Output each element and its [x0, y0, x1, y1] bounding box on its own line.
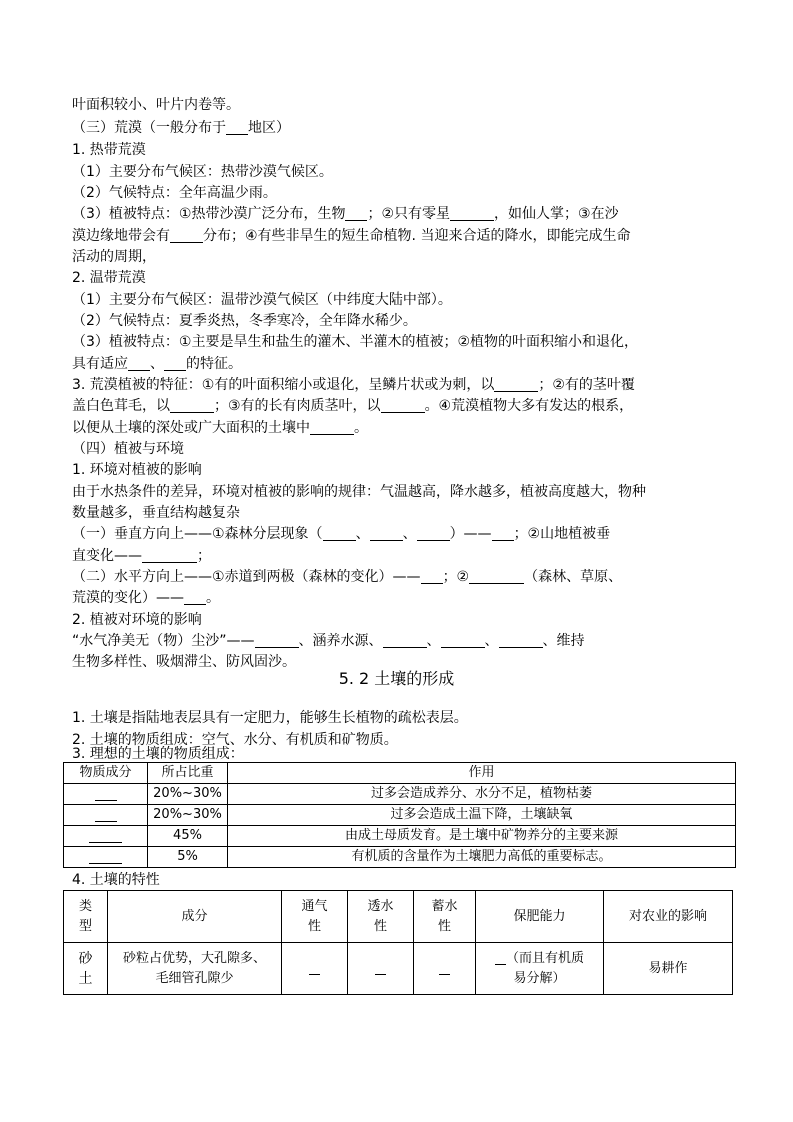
text-line: 2. 植被对环境的影响: [72, 612, 202, 628]
text-line: 荒漠的变化）—— 。: [72, 590, 220, 606]
col-header-type: 类型: [64, 891, 108, 943]
fill-in-blank: [184, 588, 206, 605]
fill-in-blank: [142, 546, 197, 563]
text-line: （1）主要分布气候区：热带沙漠气候区。: [72, 164, 333, 180]
text-line: （四）植被与环境: [72, 441, 184, 457]
soil-properties-table: [63, 890, 733, 995]
fill-in-blank: [89, 826, 122, 843]
fill-in-blank: [421, 567, 443, 584]
function-cell: 由成土母质发育。是土壤中矿物养分的主要来源: [228, 826, 736, 847]
col-header-proportion: 所占比重: [148, 763, 228, 784]
function-cell: 过多会造成养分、水分不足，植物枯萎: [228, 784, 736, 805]
col-header-aeration: 通气性: [282, 891, 348, 943]
soil-composition-table: [63, 762, 736, 868]
text-line: 由于水热条件的差异，环境对植被的影响的规律：气温越高，降水越多，植被高度越大，物种: [72, 484, 646, 500]
fill-in-blank: [499, 631, 543, 648]
aeration-cell: [282, 943, 348, 995]
fill-in-blank: [89, 847, 122, 864]
col-header-impact: 对农业的影响: [604, 891, 733, 943]
text-line: 1. 土壤是指陆地表层具有一定肥力，能够生长植物的疏松表层。: [72, 710, 468, 726]
col-header-material: 物质成分: [64, 763, 148, 784]
text-line: 3. 理想的土壤的物质组成：: [72, 746, 244, 762]
fill-in-blank: [170, 396, 214, 413]
material-cell: [64, 847, 148, 868]
col-header-fertility: 保肥能力: [476, 891, 604, 943]
text-line: 具有适应 、 的特征。: [72, 356, 242, 372]
text-line: （一）垂直方向上——①森林分层现象（ 、 、 ）—— ；②山地植被垂: [72, 526, 611, 542]
fill-in-blank: [417, 524, 450, 541]
fill-in-blank: [441, 631, 485, 648]
text-line: 活动的周期，: [72, 249, 156, 265]
text-line: 数量越多，垂直结构越复杂: [72, 505, 240, 521]
table-row: [64, 826, 736, 847]
fill-in-blank: [255, 631, 299, 648]
text-line: 生物多样性、吸烟滞尘、防风固沙。: [72, 654, 296, 670]
fill-in-blank: [370, 524, 403, 541]
fill-in-blank: [128, 354, 150, 371]
table-row: [64, 943, 733, 995]
text-line: 1. 环境对植被的影响: [72, 462, 202, 478]
fill-in-blank: [345, 204, 367, 221]
fill-in-blank: [469, 567, 524, 584]
fertility-cell: （而且有机质易分解）: [476, 943, 604, 995]
text-line: 直变化—— ；: [72, 548, 211, 564]
material-cell: [64, 805, 148, 826]
permeability-cell: [348, 943, 414, 995]
text-line: “水气净美无（物）尘沙”—— 、涵养水源、 、 、 、维持: [72, 633, 585, 649]
text-line: 2. 温带荒漠: [72, 270, 146, 286]
text-line: 2. 土壤的物质组成：空气、水分、有机质和矿物质。: [72, 732, 398, 748]
table-row: [64, 847, 736, 868]
fill-in-blank: [95, 784, 117, 801]
table-header-row: [64, 763, 736, 784]
text-line: （三）荒漠（一般分布于 地区）: [72, 120, 290, 136]
proportion-cell: 45%: [148, 826, 228, 847]
text-line: 3. 荒漠植被的特征：①有的叶面积缩小或退化，呈鳞片状或为刺，以 ；②有的茎叶覆: [72, 377, 635, 393]
function-cell: 过多会造成土温下降，土壤缺氧: [228, 805, 736, 826]
fill-in-blank: [170, 226, 203, 243]
fill-in-blank: [375, 958, 386, 975]
fill-in-blank: [494, 375, 538, 392]
fill-in-blank: [310, 418, 354, 435]
table-row: [64, 805, 736, 826]
fill-in-blank: [383, 631, 427, 648]
col-header-retention: 蓄水性: [414, 891, 476, 943]
fill-in-blank: [381, 396, 425, 413]
text-line: 叶面积较小、叶片内卷等。: [72, 97, 240, 113]
text-line: 漠边缘地带会有 分布；④有些非旱生的短生命植物. 当迎来合适的降水，即能完成生命: [72, 228, 631, 244]
text-line: 4. 土壤的特性: [72, 872, 160, 888]
section-title: 5. 2 土壤的形成: [338, 669, 455, 688]
text-line: （3）植被特点：①热带沙漠广泛分布，生物 ；②只有零星 ，如仙人掌；③在沙: [72, 206, 619, 222]
text-line: （2）气候特点：夏季炎热，冬季寒冷，全年降水稀少。: [72, 313, 417, 329]
fill-in-blank: [492, 524, 514, 541]
table-row: [64, 784, 736, 805]
col-header-composition: 成分: [108, 891, 282, 943]
col-header-permeability: 透水性: [348, 891, 414, 943]
composition-cell: 砂粒占优势，大孔隙多、毛细管孔隙少: [108, 943, 282, 995]
col-header-function: 作用: [228, 763, 736, 784]
fill-in-blank: [450, 204, 494, 221]
material-cell: [64, 826, 148, 847]
type-cell: 砂土: [64, 943, 108, 995]
impact-cell: 易耕作: [604, 943, 733, 995]
fill-in-blank: [323, 524, 356, 541]
fill-in-blank: [495, 948, 506, 965]
fill-in-blank: [95, 805, 117, 822]
fill-in-blank: [226, 118, 248, 135]
fill-in-blank: [164, 354, 186, 371]
text-line: （1）主要分布气候区：温带沙漠气候区（中纬度大陆中部）。: [72, 292, 452, 308]
retention-cell: [414, 943, 476, 995]
fill-in-blank: [439, 958, 450, 975]
proportion-cell: 20%~30%: [148, 784, 228, 805]
text-line: 1. 热带荒漠: [72, 142, 146, 158]
text-line: 以便从土壤的深处或广大面积的土壤中 。: [72, 420, 368, 436]
text-line: （二）水平方向上——①赤道到两极（森林的变化）—— ；② （森林、草原、: [72, 569, 623, 585]
material-cell: [64, 784, 148, 805]
table-header-row: [64, 891, 733, 943]
text-line: （2）气候特点：全年高温少雨。: [72, 185, 277, 201]
function-cell: 有机质的含量作为土壤肥力高低的重要标志。: [228, 847, 736, 868]
proportion-cell: 5%: [148, 847, 228, 868]
fill-in-blank: [309, 958, 320, 975]
text-line: 盖白色茸毛，以 ；③有的长有肉质茎叶，以 。④荒漠植物大多有发达的根系，: [72, 398, 634, 414]
proportion-cell: 20%~30%: [148, 805, 228, 826]
text-line: （3）植被特点：①主要是旱生和盐生的灌木、半灌木的植被；②植物的叶面积缩小和退化，: [72, 334, 639, 350]
